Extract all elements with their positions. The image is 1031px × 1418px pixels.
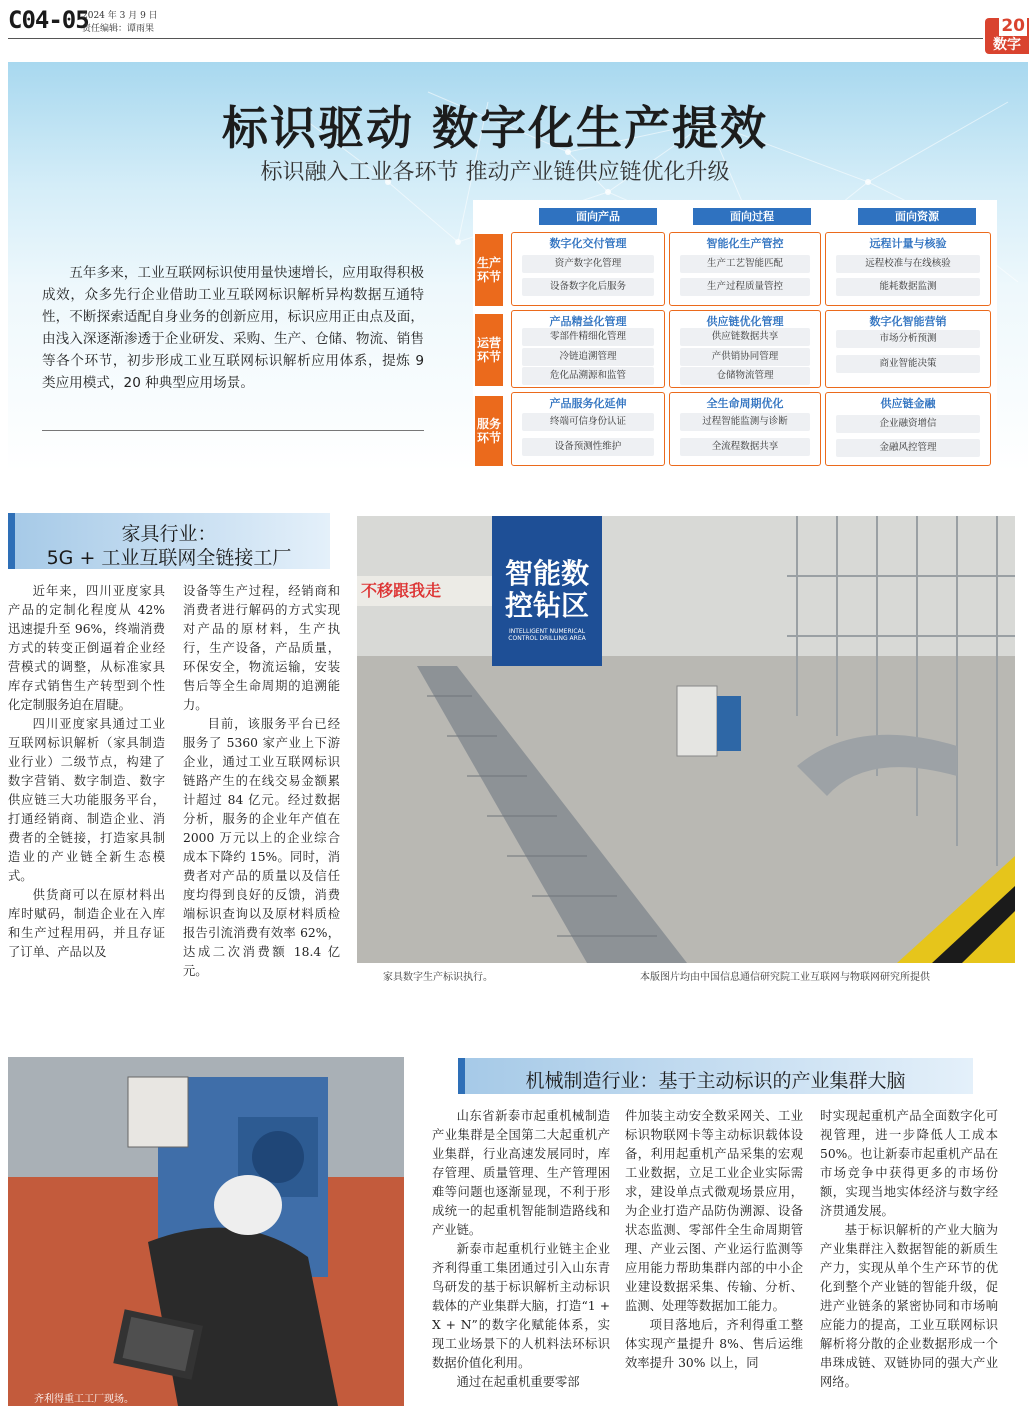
furniture-photo-caption: 家具数字生产标识执行。 — [383, 972, 493, 983]
header-rule — [8, 38, 983, 39]
paragraph: 目前，该服务平台已经服务了 5360 家产业上下游企业，通过工业互联网标识链路产生的在线交易金额累计超过 84 亿元。经过数据分析，服务的企业年产值在 2000 万元以上的企业综合成本下降约 15%。同时，消费者对产品的质量以及信任度均得到良好的反馈，消费端标识查询以及原材料质检报告引流消费有效率 62%，达成二次消费额 18.4 亿元。 — [183, 717, 340, 978]
cell-item: 设备数字化后服务 — [522, 278, 654, 296]
photo-slogan-banner: 不移跟我走 — [361, 581, 442, 600]
factory-scene-illustration — [357, 516, 1015, 963]
cell-title: 数字化交付管理 — [549, 237, 627, 250]
cell-item: 终端可信身份认证 — [522, 413, 654, 431]
cell-item: 资产数字化管理 — [522, 255, 654, 273]
cell-smart-production — [669, 232, 821, 306]
cell-digital-delivery — [511, 232, 665, 306]
crane-scene-illustration — [8, 1057, 404, 1406]
cell-item: 供应链数据共享 — [680, 328, 810, 346]
cell-supply-chain-finance — [825, 392, 991, 466]
cell-title: 全生命周期优化 — [706, 397, 784, 410]
cell-item: 生产工艺智能匹配 — [680, 255, 810, 273]
cell-title: 产品精益化管理 — [549, 315, 627, 328]
crane-photo-caption: 齐利得重工工厂现场。 — [34, 1394, 134, 1405]
paragraph: 件加装主动安全数采网关、工业标识物联网卡等主动标识载体设备，利用起重机产品采集的宏观工业数据，立足工业企业实际需求，建设单点式微观场景应用，为企业打造产品防伪溯源、设备状态监测、零部件全生命周期管理、产业云图、产业运行监测等应用能力帮助集群内部的中小企业建设数据采集、传输、分析、监测、处理等数据加工能力。 — [625, 1109, 803, 1313]
cell-title: 供应链金融 — [880, 397, 936, 410]
factory-photo — [357, 516, 1015, 963]
paragraph: 通过在起重机重要零部 — [456, 1375, 580, 1389]
photo-area-sign-en: INTELLIGENT NUMERICAL CONTROL DRILLING AREA — [508, 628, 586, 642]
cell-title: 数字化智能营销 — [869, 315, 947, 328]
machinery-section-head — [458, 1058, 973, 1094]
paragraph: 供货商可以在原材料出库时赋码，制造企业在入库和生产过程用码，并且存证了订单、产品以及 — [8, 888, 165, 959]
cell-remote-metering — [825, 232, 991, 306]
cell-item: 市场分析预测 — [836, 330, 980, 348]
paragraph: 新泰市起重机行业链主企业齐利得重工集团通过引入山东青鸟研发的基于标识解析主动标识载体的产业集群大脑，打造“1 + X + N”的数字化赋能体系，实现工业场景下的人机料法环标识数据价值化利用。 — [432, 1242, 610, 1370]
cell-item: 生产过程质量管控 — [680, 278, 810, 296]
cell-title: 供应链优化管理 — [706, 315, 784, 328]
feature-subtitle: 标识融入工业各环节 推动产业链供应链优化升级 — [260, 160, 730, 185]
column-header-process: 面向过程 — [693, 208, 811, 225]
cell-lifecycle-opt — [669, 392, 821, 466]
machinery-column-2 — [625, 1107, 803, 1373]
furniture-section-head — [8, 513, 330, 569]
furniture-column-1 — [8, 582, 165, 962]
cell-supply-chain-opt — [669, 310, 821, 388]
cell-item: 设备预测性维护 — [522, 438, 654, 456]
photo-credit: 本版图片均由中国信息通信研究院工业互联网与物联网研究所提供 — [640, 972, 930, 983]
page-number: C04-05 — [8, 6, 89, 34]
section-number: 20 — [1001, 16, 1025, 36]
machinery-column-1 — [432, 1107, 610, 1392]
cell-item: 能耗数据监测 — [836, 278, 980, 296]
issue-date: 2024 年 3 月 9 日 — [82, 11, 158, 21]
row-label-service: 服务环节 — [475, 396, 503, 466]
photo-area-sign: 智能数控钻区 — [504, 557, 589, 622]
furniture-head-line2: 5G + 工业互联网全链接工厂 — [46, 547, 292, 569]
cell-item: 全流程数据共享 — [680, 438, 810, 456]
cell-item: 仓储物流管理 — [680, 367, 810, 385]
cell-item: 过程智能监测与诊断 — [680, 413, 810, 431]
cell-product-service — [511, 392, 665, 466]
cell-item: 商业智能决策 — [836, 355, 980, 373]
editor-name: 责任编辑：谭雨果 — [82, 24, 155, 34]
cell-title: 智能化生产管控 — [706, 237, 784, 250]
column-header-product: 面向产品 — [539, 208, 657, 225]
cell-item: 冷链追溯管理 — [522, 348, 654, 366]
paragraph: 项目落地后，齐利得重工整体实现产量提升 8%、售后运维效率提升 30% 以上，同 — [625, 1318, 803, 1370]
cell-digital-marketing — [825, 310, 991, 388]
furniture-head-line1: 家具行业： — [121, 523, 217, 545]
cell-item: 企业融资增信 — [836, 415, 980, 433]
row-label-production: 生产环节 — [475, 234, 503, 306]
intro-rule — [42, 430, 424, 431]
application-system-diagram — [473, 200, 997, 470]
paragraph: 时实现起重机产品全面数字化可视管理，进一步降低人工成本 50%。也让新泰市起重机产品在市场竞争中获得更多的市场份额，实现当地实体经济与数字经济贯通发展。 — [820, 1109, 998, 1218]
column-header-resource: 面向资源 — [858, 208, 976, 225]
paragraph: 基于标识解析的产业大脑为产业集群注入数据智能的新质生产力，实现从单个生产环节的优化到整个产业链的智能升级，促进产业链条的紧密协同和市场响应能力的提高，工业互联网标识解析将分散的企业数据形成一个串珠成链、双链协同的强大产业网络。 — [820, 1223, 998, 1389]
cell-item: 危化品溯源和监管 — [522, 367, 654, 385]
paragraph: 山东省新泰市起重机械制造产业集群是全国第二大起重机产业集群，行业高速发展同时，库存管理、质量管理、生产管理困难等问题也逐渐显现，不利于形成统一的起重机智能制造路线和产业链。 — [432, 1109, 610, 1237]
furniture-column-2 — [183, 582, 340, 981]
section-name: 数字 — [993, 37, 1021, 53]
cell-title: 远程计量与核验 — [869, 237, 947, 250]
crane-factory-photo — [8, 1057, 404, 1406]
paragraph: 四川亚度家具通过工业互联网标识解析（家具制造业行业）二级节点，构建了数字营销、数字制造、数字供应链三大功能服务平台，打通经销商、制造企业、消费者的全链接，打造家具制造业的产业链全新生态模式。 — [8, 717, 165, 883]
machinery-column-3 — [820, 1107, 998, 1392]
cell-item: 产供销协同管理 — [680, 348, 810, 366]
issue-info — [82, 10, 158, 36]
cell-item: 远程校准与在线核验 — [836, 255, 980, 273]
cell-item: 零部件精细化管理 — [522, 328, 654, 346]
paragraph: 设备等生产过程，经销商和消费者进行解码的方式实现对产品的原材料，生产执行，生产设备，产品质量，环保安全，物流运输，安装售后等全生命周期的追溯能力。 — [183, 584, 340, 712]
cell-lean-product — [511, 310, 665, 388]
feature-title: 标识驱动 数字化生产提效 — [221, 101, 768, 155]
cell-title: 产品服务化延伸 — [549, 397, 627, 410]
row-label-operation: 运营环节 — [475, 314, 503, 386]
intro-paragraph: 五年多来，工业互联网标识使用量快速增长，应用取得积极成效，众多先行企业借助工业互联网标识解析异构数据互通特性，不断探索适配自身业务的创新应用，标识应用正由点及面，由浅入深逐渐渗透于企业研发、采购、生产、仓储、物流、销售等各个环节，初步形成工业互联网标识解析应用体系，提炼 9 类应用模式，20 种典型应用场景。 — [42, 265, 424, 391]
cell-item: 金融风控管理 — [836, 439, 980, 457]
paragraph: 近年来，四川亚度家具产品的定制化程度从 42% 迅速提升至 96%，终端消费方式的转变正倒逼着企业经营模式的调整，从标准家具库存式销售生产转型到个性化定制服务迫在眉睫。 — [8, 584, 165, 712]
machinery-head-title: 机械制造行业：基于主动标识的产业集群大脑 — [525, 1070, 906, 1092]
